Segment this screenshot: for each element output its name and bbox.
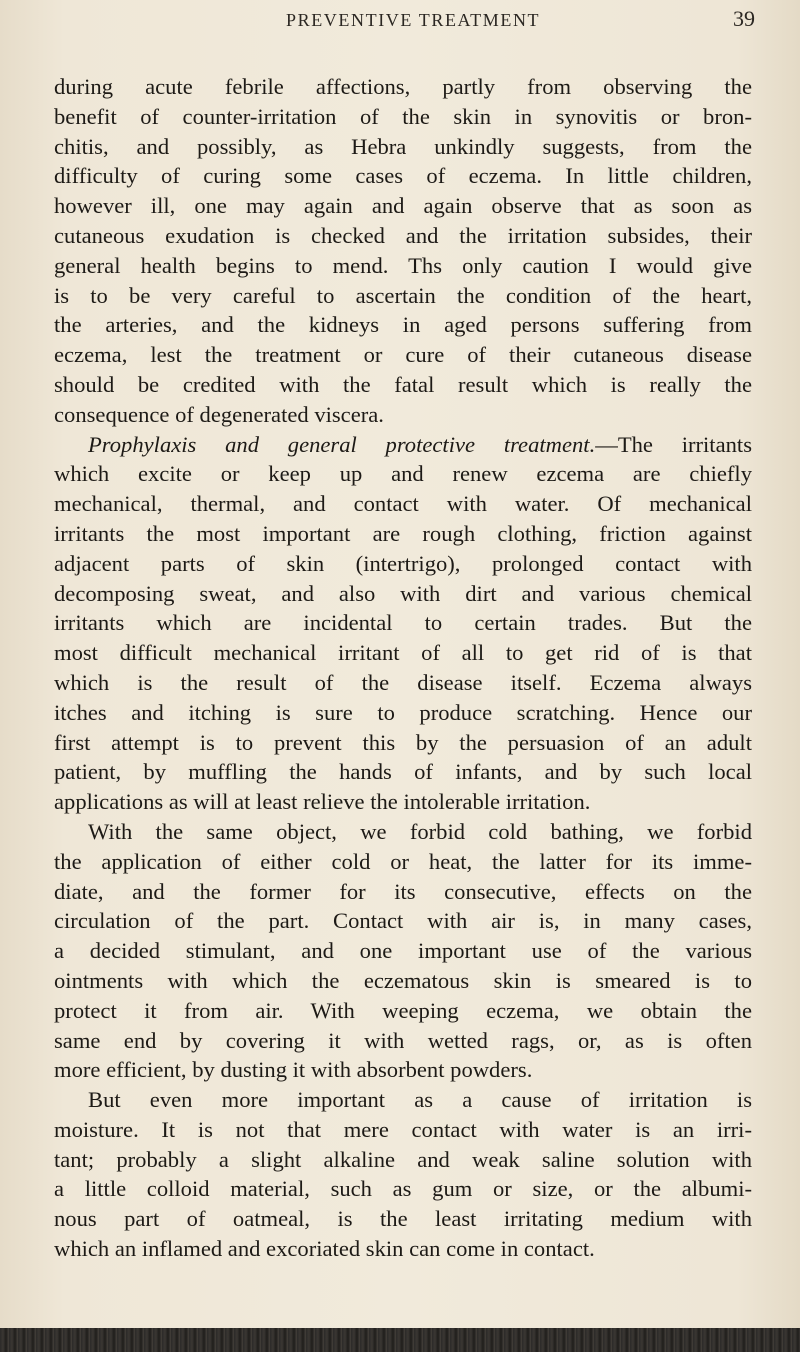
text-line: chitis, and possibly, as Hebra unkindly suggests, from the — [54, 133, 752, 159]
text-line: which excite or keep up and renew ezcema are chiefly — [54, 461, 752, 487]
paragraph-heading-line — [54, 430, 752, 460]
text-line: however ill, one may again and again observe that as soon as — [54, 193, 752, 219]
text-line: consequence of degenerated viscera. — [54, 401, 384, 427]
text-line: circulation of the part. Contact with air is, in many cases, — [54, 908, 752, 934]
text-line: mechanical, thermal, and contact with water. Of mechanical — [54, 491, 752, 517]
text-line: the application of either cold or heat, the latter for its imme- — [54, 848, 752, 874]
running-head — [0, 6, 800, 36]
text-line: tant; probably a slight alkaline and weak saline solution with — [54, 1146, 752, 1172]
text-line: should be credited with the fatal result which is really the — [54, 371, 752, 397]
text-line: nous part of oatmeal, is the least irritating medium with — [54, 1206, 752, 1232]
text-line: first attempt is to prevent this by the persuasion of an adult — [54, 729, 752, 755]
text-line: cutaneous exudation is checked and the irritation subsides, their — [54, 222, 752, 248]
text-line: decomposing sweat, and also with dirt and various chemical — [54, 580, 752, 606]
body-text — [54, 72, 752, 1264]
text-line: patient, by muffling the hands of infants, and by such local — [54, 759, 752, 785]
text-line: most difficult mechanical irritant of all to get rid of is that — [54, 640, 752, 666]
text-line: moisture. It is not that mere contact with water is an irri- — [54, 1116, 752, 1142]
text-line: diate, and the former for its consecutive, effects on the — [54, 878, 752, 904]
text-line: But even more important as a cause of irritation is — [88, 1087, 752, 1113]
text-line: irritants the most important are rough clothing, friction against — [54, 520, 752, 546]
text-line: same end by covering it with wetted rags, or, as is often — [54, 1027, 752, 1053]
text-line: With the same object, we forbid cold bathing, we forbid — [88, 818, 752, 844]
text-line: during acute febrile affections, partly from observing the — [54, 74, 752, 99]
text-line: a little colloid material, such as gum or size, or the albumi- — [54, 1176, 752, 1202]
text-line: benefit of counter-irritation of the skin in synovitis or bron- — [54, 103, 752, 129]
text-line: more efficient, by dusting it with absorbent powders. — [54, 1057, 533, 1083]
text-line: irritants which are incidental to certain trades. But the — [54, 610, 752, 636]
text-run: —The irritants — [595, 431, 752, 457]
text-line: the arteries, and the kidneys in aged persons suffering from — [54, 312, 752, 338]
text-line: a decided stimulant, and one important use of the various — [54, 938, 752, 964]
text-line: eczema, lest the treatment or cure of their cutaneous disease — [54, 342, 752, 368]
text-line: difficulty of curing some cases of eczema. In little children, — [54, 163, 752, 189]
text-line: general health begins to mend. Ths only caution I would give — [54, 252, 752, 278]
text-line: applications as will at least relieve the intolerable irritation. — [54, 789, 591, 815]
scan-edge-strip — [0, 1328, 800, 1352]
section-subheading: Prophylaxis and general protective treatment. — [88, 431, 596, 457]
text-line: protect it from air. With weeping eczema, we obtain the — [54, 997, 752, 1023]
text-line: adjacent parts of skin (intertrigo), prolonged contact with — [54, 550, 752, 576]
text-line: which an inflamed and excoriated skin can come in contact. — [54, 1236, 595, 1262]
page-number: 39 — [733, 6, 755, 31]
text-line: is to be very careful to ascertain the condition of the heart, — [54, 282, 752, 308]
text-line: itches and itching is sure to produce scratching. Hence our — [54, 699, 752, 725]
text-line: which is the result of the disease itself. Eczema always — [54, 669, 752, 695]
text-line: ointments with which the eczematous skin is smeared is to — [54, 967, 752, 993]
running-title: PREVENTIVE TREATMENT — [286, 10, 541, 30]
